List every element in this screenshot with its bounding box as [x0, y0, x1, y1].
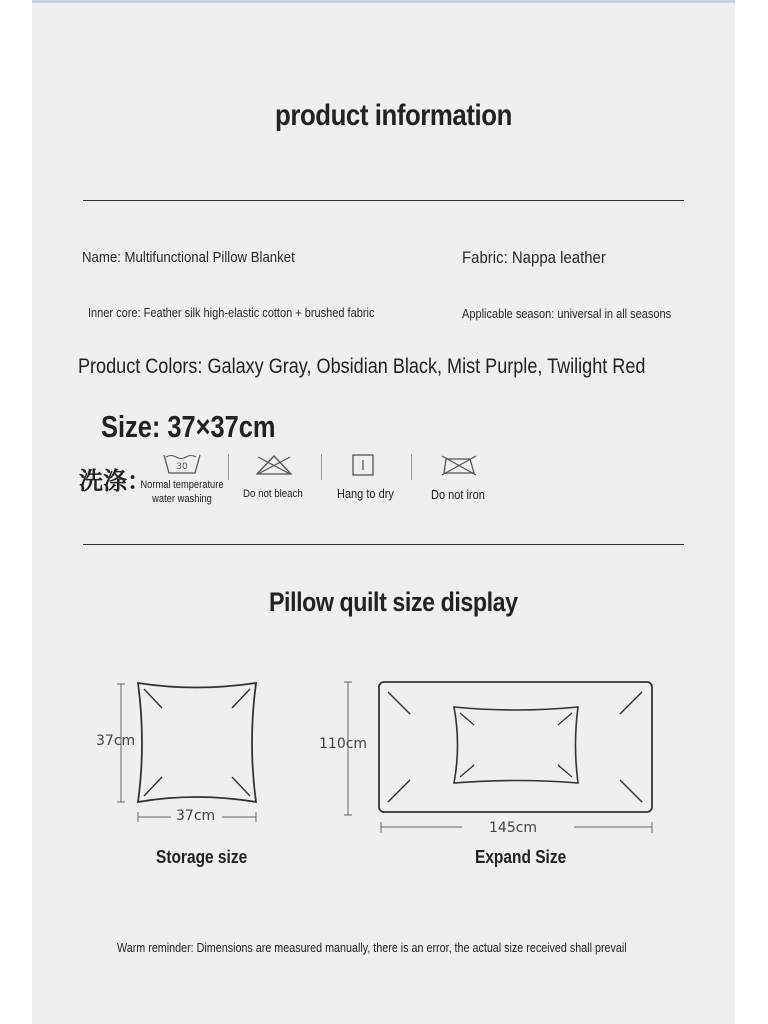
- storage-width-label: 37cm: [176, 808, 216, 824]
- wash-label: 洗涤：: [79, 468, 151, 495]
- hang-dry-icon: [352, 454, 374, 476]
- warm-reminder: Warm reminder: Dimensions are measured manually, there is an error, the actual size received shall prevail: [117, 941, 627, 955]
- product-size: Size: 37×37cm: [101, 409, 276, 444]
- middle-divider: [83, 544, 684, 545]
- care-label-wash-line1: Normal temperature: [140, 479, 224, 491]
- expand-width-label: 145cm: [489, 820, 538, 836]
- page-title: product information: [275, 99, 512, 132]
- top-divider: [83, 200, 684, 201]
- care-label-wash-line2: water washing: [152, 493, 212, 505]
- product-fabric: Fabric: Nappa leather: [462, 248, 606, 267]
- expand-size-diagram: [338, 679, 658, 839]
- wash-temp-number: 30: [176, 462, 188, 472]
- care-separator: [411, 454, 412, 480]
- care-label-hang-dry: Hang to dry: [337, 487, 394, 501]
- storage-size-caption: Storage size: [156, 847, 248, 867]
- expand-size-caption: Expand Size: [475, 847, 567, 867]
- inner-core: Inner core: Feather silk high-elastic cotton + brushed fabric: [88, 306, 375, 320]
- expand-height-label: 110cm: [319, 736, 368, 752]
- care-separator: [228, 454, 229, 480]
- care-label-no-bleach: Do not bleach: [243, 488, 303, 500]
- care-label-no-iron: Do not iron: [431, 488, 485, 502]
- product-colors: Product Colors: Galaxy Gray, Obsidian Black, Mist Purple, Twilight Red: [78, 355, 646, 378]
- care-separator: [321, 454, 322, 480]
- product-info-panel: [32, 0, 735, 1024]
- storage-size-diagram: [116, 678, 266, 828]
- applicable-season: Applicable season: universal in all seasons: [462, 307, 672, 321]
- no-bleach-icon: [255, 454, 293, 476]
- wash-30-icon: [162, 452, 202, 476]
- storage-height-label: 37cm: [96, 733, 136, 749]
- size-display-title: Pillow quilt size display: [269, 587, 518, 617]
- no-iron-icon: [440, 454, 478, 476]
- product-name: Name: Multifunctional Pillow Blanket: [82, 249, 295, 266]
